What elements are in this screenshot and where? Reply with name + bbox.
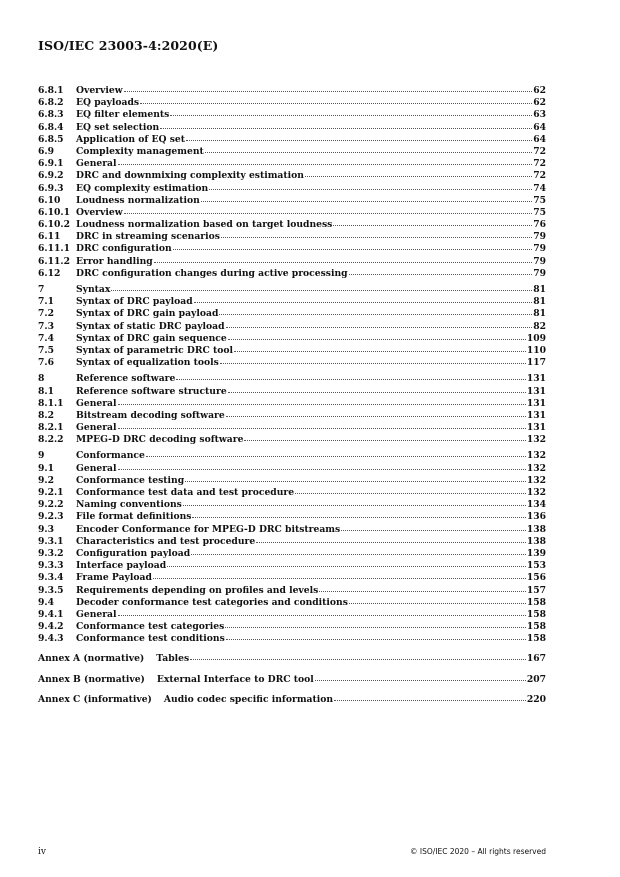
toc-entry-title: General <box>76 422 117 434</box>
toc-leader-dots <box>219 306 532 315</box>
toc-leader-dots <box>305 168 532 177</box>
table-of-contents <box>38 84 546 705</box>
toc-entry-number: 9.3.2 <box>38 547 64 559</box>
toc-leader-dots <box>140 95 532 104</box>
toc-entry-page: 132 <box>526 462 546 474</box>
toc-entry-title: Audio codec specific information <box>163 693 334 705</box>
toc-leader-dots <box>146 448 526 457</box>
toc-entry-number: 8 <box>38 373 45 385</box>
toc-entry-number: Annex B (normative) <box>38 673 145 685</box>
toc-leader-dots <box>173 241 533 250</box>
toc-leader-dots <box>194 294 533 303</box>
toc-entry-title: Loudness normalization <box>76 194 200 206</box>
toc-entry-title: MPEG-D DRC decoding software <box>76 434 244 446</box>
toc-entry-number: 7.6 <box>38 357 54 369</box>
toc-entry-title: DRC configuration changes during active processing <box>76 267 348 279</box>
toc-entry-page: 131 <box>526 385 546 397</box>
toc-entry-page: 82 <box>533 320 546 332</box>
toc-entry-title: Decoder conformance test categories and conditions <box>76 596 348 608</box>
toc-entry-title: Complexity management <box>76 145 204 157</box>
toc-entry-title: Loudness normalization based on target loudness <box>76 219 333 231</box>
toc-leader-dots <box>192 509 525 518</box>
toc-entry-page: 138 <box>526 535 546 547</box>
toc-entry-title: Characteristics and test procedure <box>76 535 256 547</box>
toc-entry-number: 7.2 <box>38 308 54 320</box>
toc-leader-dots <box>234 343 526 352</box>
toc-leader-dots <box>341 522 526 531</box>
toc-entry-title: DRC in streaming scenarios <box>76 231 220 243</box>
toc-entry-title: EQ filter elements <box>76 109 170 121</box>
toc-leader-dots <box>118 607 526 616</box>
toc-entry-title: Application of EQ set <box>76 133 185 145</box>
toc-entry-page: 158 <box>526 633 546 645</box>
toc-entry-page: 72 <box>533 170 546 182</box>
toc-entry-page: 79 <box>533 243 546 255</box>
toc-entry-title: Bitstream decoding software <box>76 409 225 421</box>
toc-leader-dots <box>124 83 533 92</box>
toc-entry-page: 132 <box>526 434 546 446</box>
toc-leader-dots <box>205 144 532 153</box>
toc-entry-page: 220 <box>526 693 546 705</box>
toc-entry-title: Tables <box>156 653 190 665</box>
toc-leader-dots <box>244 432 525 441</box>
toc-entry-page: 81 <box>533 308 546 320</box>
toc-entry-number: 9.4.3 <box>38 633 64 645</box>
toc-entry-page: 79 <box>533 255 546 267</box>
toc-leader-dots <box>349 266 533 275</box>
toc-entry-number: 7.5 <box>38 344 54 356</box>
toc-entry-title: Error handling <box>76 255 153 267</box>
toc-leader-dots <box>118 461 526 470</box>
toc-entry-title: General <box>76 397 117 409</box>
toc-leader-dots <box>295 485 526 494</box>
toc-entry-page: 117 <box>526 357 546 369</box>
toc-leader-dots <box>124 205 533 214</box>
toc-entry-number: 6.10 <box>38 194 61 206</box>
toc-entry-number: 6.9.1 <box>38 158 64 170</box>
toc-entry-number: 7.1 <box>38 296 54 308</box>
toc-entry-number: 7 <box>38 284 45 295</box>
toc-entry-number: 6.10.2 <box>38 219 70 231</box>
toc-entry-title: Syntax <box>76 284 111 295</box>
toc-entry-title: Naming conventions <box>76 499 182 511</box>
toc-leader-dots <box>183 497 526 506</box>
toc-entry-page: 81 <box>533 284 546 295</box>
toc-entry[interactable] <box>38 267 546 279</box>
toc-leader-dots <box>176 371 525 380</box>
toc-leader-dots <box>226 319 533 328</box>
toc-entry-number: 8.2 <box>38 409 54 421</box>
toc-entry-title: Reference software structure <box>76 385 227 397</box>
toc-entry-page: 134 <box>526 499 546 511</box>
toc-entry-title: Syntax of static DRC payload <box>76 320 225 332</box>
toc-entry-number: 9.3.3 <box>38 560 64 572</box>
toc-entry-number: 6.8.1 <box>38 85 64 96</box>
toc-entry-page: 81 <box>533 296 546 308</box>
toc-entry-title: Syntax of equalization tools <box>76 357 219 369</box>
toc-entry-page: 79 <box>533 231 546 243</box>
toc-entry[interactable] <box>38 356 546 368</box>
toc-entry-title: Configuration payload <box>76 547 191 559</box>
toc-entry-title: EQ payloads <box>76 97 140 109</box>
toc-leader-dots <box>111 282 532 291</box>
toc-entry[interactable] <box>38 433 546 445</box>
toc-entry-page: 75 <box>533 206 546 218</box>
toc-leader-dots <box>190 651 526 660</box>
toc-leader-dots <box>220 355 526 364</box>
toc-leader-dots <box>170 107 532 116</box>
toc-entry-page: 62 <box>533 85 546 96</box>
toc-leader-dots <box>256 534 526 543</box>
toc-entry-page: 153 <box>526 560 546 572</box>
toc-entry-page: 72 <box>533 158 546 170</box>
toc-entry-number: 9.2.1 <box>38 487 64 498</box>
toc-entry-number: Annex C (informative) <box>38 693 152 705</box>
toc-entry-page: 75 <box>533 194 546 206</box>
toc-entry-number: 7.3 <box>38 320 54 332</box>
toc-entry-number: 9.3 <box>38 523 54 535</box>
toc-entry-number: 8.1 <box>38 385 54 397</box>
toc-entry-number: 9.2 <box>38 474 54 486</box>
toc-entry-number: 9.4.2 <box>38 621 64 633</box>
toc-entry-page: 64 <box>533 133 546 145</box>
toc-entry-number: 6.9.3 <box>38 182 64 194</box>
toc-entry-number: 9.3.5 <box>38 584 64 596</box>
toc-leader-dots <box>201 193 532 202</box>
toc-entry-page: 109 <box>526 332 546 344</box>
toc-leader-dots <box>334 692 526 701</box>
toc-entry-title: Conformance test conditions <box>76 633 225 645</box>
toc-entry-number: 9.2.3 <box>38 511 64 523</box>
toc-entry-page: 207 <box>526 673 546 685</box>
toc-entry-title: Overview <box>76 85 123 96</box>
toc-entry-number: 9.3.1 <box>38 535 64 547</box>
toc-leader-dots <box>226 631 526 640</box>
toc-entry-page: 132 <box>526 450 546 462</box>
toc-leader-dots <box>319 583 526 592</box>
toc-entry-number: 6.11 <box>38 231 61 243</box>
toc-entry-title: DRC and downmixing complexity estimation <box>76 170 304 182</box>
toc-entry-number: 7.4 <box>38 332 54 344</box>
toc-entry-title: Syntax of DRC gain sequence <box>76 332 227 344</box>
toc-entry-page: 76 <box>533 219 546 231</box>
toc-entry-title: General <box>76 462 117 474</box>
toc-entry-title: Encoder Conformance for MPEG-D DRC bitstreams <box>76 523 341 535</box>
toc-entry-page: 72 <box>533 145 546 157</box>
toc-entry-number: 9.2.2 <box>38 499 64 511</box>
toc-entry-title: Frame Payload <box>76 572 152 584</box>
toc-entry-page: 132 <box>526 487 546 498</box>
toc-leader-dots <box>186 132 532 141</box>
toc-entry-title: Conformance <box>76 450 145 462</box>
toc-entry-title: File format definitions <box>76 511 192 523</box>
toc-leader-dots <box>221 229 532 238</box>
toc-entry-number: 6.8.3 <box>38 109 64 121</box>
toc-entry[interactable] <box>38 652 546 664</box>
toc-leader-dots <box>160 120 532 129</box>
toc-entry-page: 167 <box>526 653 546 665</box>
toc-leader-dots <box>153 570 526 579</box>
toc-entry-number: 6.11.2 <box>38 255 70 267</box>
toc-entry-title: Reference software <box>76 373 176 385</box>
toc-entry-page: 131 <box>526 409 546 421</box>
footer-page-number: iv <box>38 847 46 857</box>
toc-entry-page: 158 <box>526 596 546 608</box>
toc-entry-page: 158 <box>526 608 546 620</box>
toc-leader-dots <box>118 156 533 165</box>
footer-copyright: © ISO/IEC 2020 – All rights reserved <box>409 847 546 856</box>
toc-leader-dots <box>185 473 526 482</box>
toc-leader-dots <box>209 181 532 190</box>
toc-leader-dots <box>225 619 526 628</box>
toc-entry-page: 136 <box>526 511 546 523</box>
toc-entry-page: 156 <box>526 572 546 584</box>
toc-leader-dots <box>226 408 526 417</box>
toc-leader-dots <box>118 396 526 405</box>
toc-entry-page: 63 <box>533 109 546 121</box>
toc-entry-number: 6.8.5 <box>38 133 64 145</box>
toc-leader-dots <box>118 420 526 429</box>
toc-entry-number: 8.1.1 <box>38 397 64 409</box>
toc-entry-title: General <box>76 158 117 170</box>
toc-entry[interactable] <box>38 673 546 685</box>
toc-entry-number: Annex A (normative) <box>38 653 145 665</box>
toc-leader-dots <box>228 331 526 340</box>
toc-entry-title: Requirements depending on profiles and levels <box>76 584 319 596</box>
toc-entry-page: 110 <box>526 344 546 356</box>
toc-entry-title: EQ complexity estimation <box>76 182 209 194</box>
toc-entry-number: 9.4 <box>38 596 54 608</box>
toc-entry-page: 132 <box>526 474 546 486</box>
toc-entry-title: Syntax of parametric DRC tool <box>76 344 234 356</box>
toc-entry-number: 9 <box>38 450 45 462</box>
toc-leader-dots <box>349 595 526 604</box>
toc-entry-number: 6.12 <box>38 267 61 279</box>
toc-entry-title: DRC configuration <box>76 243 172 255</box>
toc-leader-dots <box>333 217 532 226</box>
toc-leader-dots <box>191 546 526 555</box>
toc-entry-page: 158 <box>526 621 546 633</box>
toc-entry-number: 6.8.4 <box>38 121 64 133</box>
toc-entry-page: 138 <box>526 523 546 535</box>
toc-leader-dots <box>167 558 526 567</box>
toc-entry-title: Syntax of DRC gain payload <box>76 308 219 320</box>
toc-entry-number: 9.3.4 <box>38 572 64 584</box>
toc-entry-title: General <box>76 608 117 620</box>
toc-entry-page: 139 <box>526 547 546 559</box>
toc-entry-page: 74 <box>533 182 546 194</box>
toc-leader-dots <box>228 384 526 393</box>
toc-entry-page: 131 <box>526 373 546 385</box>
toc-entry-title: Conformance test data and test procedure <box>76 487 295 498</box>
toc-entry-title: Conformance test categories <box>76 621 225 633</box>
toc-entry-title: EQ set selection <box>76 121 160 133</box>
toc-entry[interactable] <box>38 693 546 705</box>
toc-entry-page: 64 <box>533 121 546 133</box>
toc-entry-title: External Interface to DRC tool <box>156 673 314 685</box>
toc-entry-page: 131 <box>526 422 546 434</box>
toc-entry-title: Overview <box>76 206 123 218</box>
toc-entry-number: 6.9 <box>38 145 54 157</box>
document-header: ISO/IEC 23003-4:2020(E) <box>38 38 219 53</box>
toc-entry-number: 6.11.1 <box>38 243 70 255</box>
toc-entry-number: 6.10.1 <box>38 206 70 218</box>
toc-leader-dots <box>315 672 526 681</box>
toc-entry-number: 6.8.2 <box>38 97 64 109</box>
toc-entry-title: Interface payload <box>76 560 167 572</box>
toc-entry-page: 79 <box>533 267 546 279</box>
toc-entry-number: 8.2.2 <box>38 434 64 446</box>
toc-entry-page: 62 <box>533 97 546 109</box>
toc-entry-number: 6.9.2 <box>38 170 64 182</box>
toc-entry-number: 8.2.1 <box>38 422 64 434</box>
toc-entry-page: 157 <box>526 584 546 596</box>
toc-leader-dots <box>154 254 533 263</box>
toc-entry-title: Conformance testing <box>76 474 185 486</box>
toc-entry[interactable] <box>38 632 546 644</box>
toc-entry-title: Syntax of DRC payload <box>76 296 193 308</box>
toc-entry-number: 9.4.1 <box>38 608 64 620</box>
toc-entry-number: 9.1 <box>38 462 54 474</box>
toc-entry-page: 131 <box>526 397 546 409</box>
